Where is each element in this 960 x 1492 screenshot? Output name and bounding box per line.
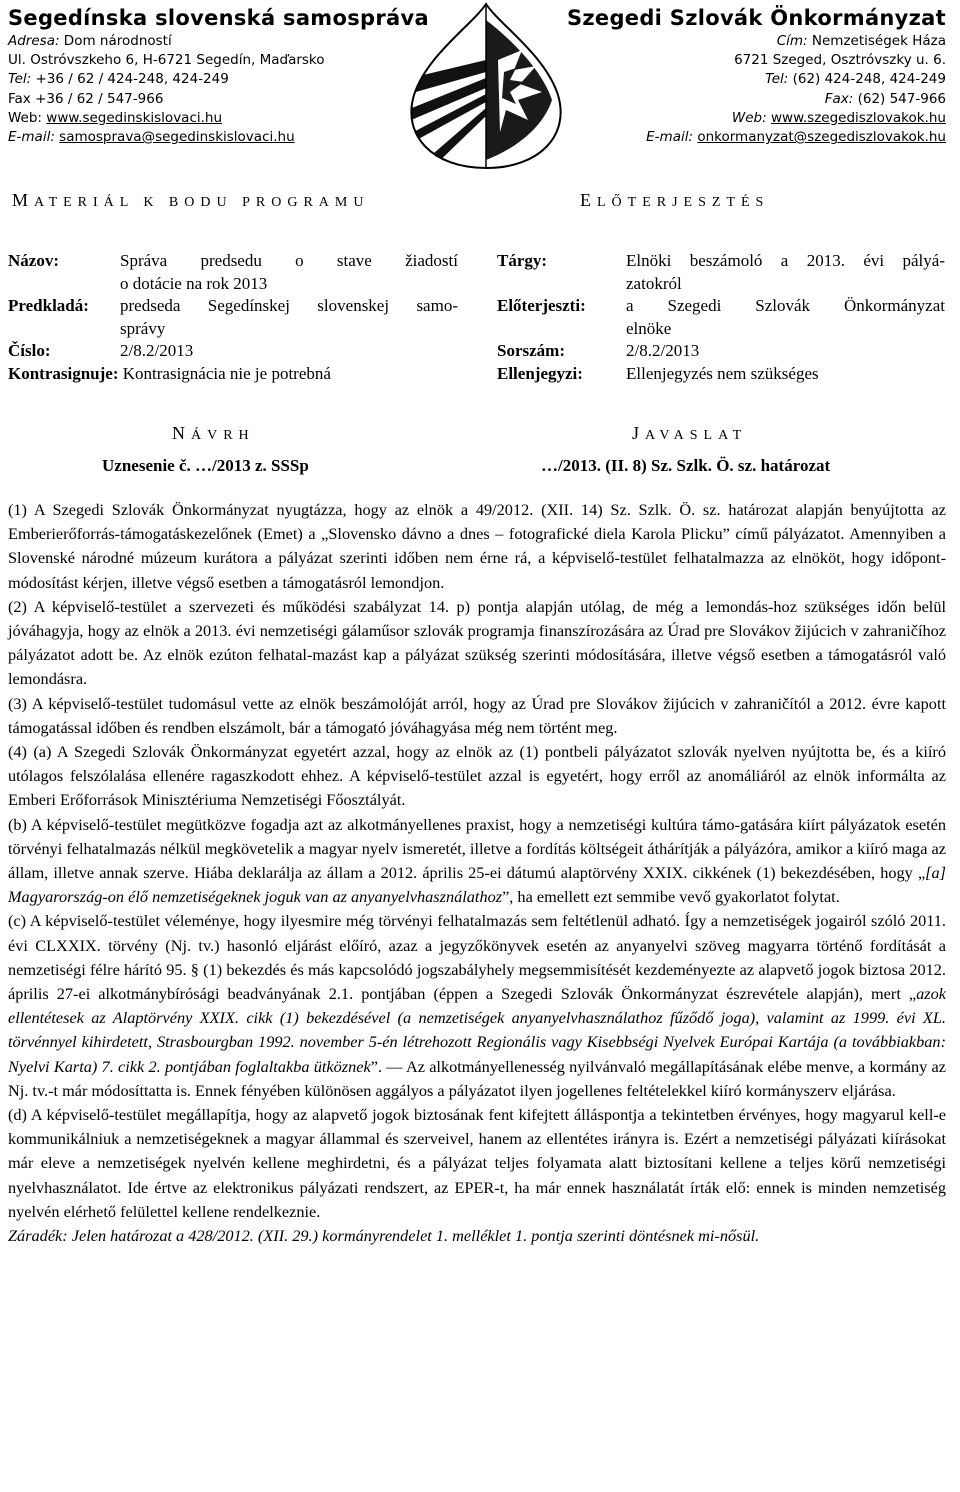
header-left-block [8, 4, 429, 147]
info-pres-row: Előterjeszti: a Szegedi Szlovák Önkormányzat [497, 296, 945, 315]
header-left-tel: Tel: +36 / 62 / 424-248, 424-249 [8, 71, 229, 88]
heading-eloterjesztes: ELŐTERJESZTÉS [580, 190, 770, 210]
header-right-web: Web: www.szegediszlovakok.hu [731, 109, 946, 126]
paragraph-1: (1) A Szegedi Szlovák Önkormányzat nyugtázza, hogy az elnök a 49/2012. (XII. 14) Sz. Szlk. Ö. sz. határozat alapján benyújtotta az Emberierőforrás-támogatáskezelőnek (Emet) a „Slovensko dávno a dnes – fotografické diela Karola Plicku” című pályázatot. Amennyiben a Slovenské národné múzeum kurátora a pályázat szerinti időben nem érne rá, a képviselő-testület felhatalmazza az elnököt, hogy időpont-módosítást kérjen, illetve végső esetben a támogatásról lemondjon. [8, 500, 946, 592]
info-right: Tárgy: Elnöki beszámoló a 2013. évi pályá- zatokról Előterjeszti: a Szegedi Szlovák Önkormányzat elnöke Sorszám: 2/8.2/2013 Ellenjegyzi: Ellenjegyzés nem szükséges [497, 250, 945, 385]
header-right-block [526, 4, 946, 147]
heading-javaslat: JAVASLAT [632, 423, 748, 443]
paragraph-4c: (c) A képviselő-testület véleménye, hogy ilyesmire még törvényi felhatalmazás sem feltétlenül adható. Így a nemzetiségek jogairól szóló 2011. évi CLXXIX. törvény (Nj. tv.) hasonló eljárást előíró, azaz a jegyzőkönyvek esetén az anyanyelvi szöveg magyarra történő fordítását a nemzetiségi félre hárító 95. § (1) bekezdés és más kapcsolódó jogszabályhely megsemmisítését kezdeményezte az alapvető jogok biztosa 2012. április 27-ei alkotmánybírósági beadványának 2.1. pontjában (éppen a Szegedi Szlovák Önkormányzat észrevétele alapján), mert „azok ellentétesek az Alaptörvény XXIX. cikk (1) bekezdésével (a nemzetiségek anyanyelvhasználathoz fűződő joga), valamint az 1999. évi XL. törvénnyel kihirdetett, Strasbourgban 1992. november 5-én létrehozott Regionális vagy Kisebbségi Nyelvek Európai Kartája (a továbbiakban: Nyelvi Karta) 7. cikk 2. pontjában foglaltakba ütköznek”. — Az alkotmányellenesség nyilvánvaló megállapításának elébe menve, a kormány az Nj. tv.-t már módosíttatta is. Ennek fényében különösen aggályos a pályázatot ilyen jogellenes feltételekkel kiíró kormányszerv eljárása. [8, 911, 947, 1100]
header-right-title: Szegedi Szlovák Önkormányzat [566, 6, 946, 30]
paragraph-4b: (b) A képviselő-testület megütközve fogadja azt az alkotmányellenes praxist, hogy a nemzetiségi kultúra támo-gatására kiírt pályázatok esetén törvényi felhatalmazás nélkül megkövetelik a magyar nyelv ismeretét, illetve a fordítás költségeit áthárítják a pályázóra, amikor a kiíró maga az állam, illetve annak szerve. Hiába deklarálja az állam a 2012. április 25-ei dátumú alaptörvény XXIX. cikkének (1) bekezdésében, hogy „[a] Magyarország-on élő nemzetiségeknek joguk van az anyanyelvhasználathoz”, ha emellett ezt semmibe vevő gyakorlatot folytat. [8, 814, 946, 907]
info-kontra-row: Kontrasignuje: Kontrasignácia nie je potrebná [8, 363, 331, 383]
resolution-right: …/2013. (II. 8) Sz. Szlk. Ö. sz. határozat [541, 456, 831, 475]
header-left-title: Segedínska slovenská samospráva [8, 6, 429, 30]
header-right-email: E-mail: onkormanyzat@szegediszlovakok.hu [646, 129, 946, 146]
header-left-street: Ul. Ostróvszkeho 6, H-6721 Segedín, Maďarsko [8, 52, 325, 69]
info-counter-row: Ellenjegyzi: Ellenjegyzés nem szükséges [497, 363, 819, 383]
header-left-email: E-mail: samosprava@segedinskislovaci.hu [8, 129, 295, 146]
resolution-left: Uznesenie č. …/2013 z. SSSp [102, 456, 309, 475]
header-right-street: 6721 Szeged, Osztróvszky u. 6. [734, 52, 946, 69]
header-right-fax: Fax: (62) 547-966 [824, 90, 946, 107]
paragraph-2: (2) A képviselő-testület a szervezeti és működési szabályzat 14. p) pontja alapján utólag, de még a lemondás-hoz szükséges időn belül jóváhagyja, hogy az elnök a 2013. évi nemzetiségi gálaműsor szlovák programja finanszírozására az Úrad pre Slovákov žijúcich v zahraničíhoz pályázatot adott be. Az elnök ezúton felhatal-mazást kap a pályázat szükség szerinti módosítására, illetve végső esetben a támogatásról való lemondásra. [8, 596, 946, 689]
clause: Záradék: Jelen határozat a 428/2012. (XII. 29.) kormányrendelet 1. melléklet 1. pontja szerinti döntésnek mi-nősül. [8, 1226, 760, 1246]
paragraph-3: (3) A képviselő-testület tudomásul vette az elnök beszámolóját arról, hogy az Úrad pre Slovákov žijúcich v zahraničítól a 2012. évre kapott támogatással időben és rendben elszámolt, bár a támogató jóváhagyása még nem történt meg. [8, 693, 946, 737]
header-right-tel: Tel: (62) 424-248, 424-249 [765, 71, 946, 88]
info-name-row: Názov: Správa predsedu o stave žiadostí [8, 251, 458, 270]
email-link-left[interactable]: samosprava@segedinskislovaci.hu [59, 129, 295, 146]
info-num-row: Číslo: 2/8.2/2013 [8, 341, 194, 360]
paragraph-4a: (4) (a) A Szegedi Szlovák Önkormányzat egyetért azzal, hogy az elnök az (1) pontbeli pályázatot szlovák nyelven nyújtotta be, és a kiíró utólagos felszólalása ellenére ragaszkodott ehhez. A képviselő-testület azzal is egyetért, hogy erről az anomáliáról az elnök informálta az Emberi Erőforrások Minisztériuma Nemzetiségi Főosztályát. [8, 742, 946, 810]
info-subj-row: Tárgy: Elnöki beszámoló a 2013. évi pályá- [497, 251, 945, 270]
paragraph-4d: (d) A képviselő-testület megállapítja, hogy az alapvető jogok biztosának fent kifejtett álláspontja a tekintetben érvényes, hogy magyarul kell-e kommunikálniuk a nemzetiségeknek a magyar állammal és szerveivel, hanem az ellentétes irányra is. Ezért a nemzetiségi pályázati kiírásokat már eleve a nemzetiségek nyelvén kellene meghirdetni, és a pályázat teljes folyamata alatt biztosítani kellene a teljes körű nemzetiségi nyelvhasználatot. Ide értve az elektronikus pályázati rendszert, az EPER-t, ha már ennek használatát írták elő: ennek is minden nemzetiség nyelvén elérhető felülettel kellene rendelkeznie. [8, 1105, 946, 1221]
info-left: Názov: Správa predsedu o stave žiadostí o dotácie na rok 2013 Predkladá: predseda Segedínskej slovenskej samo- správy Číslo: 2/8.2/2013 Kontrasignuje: Kontrasignácia nie je potrebná [8, 250, 458, 385]
header-right-address: Cím: Nemzetiségek Háza [776, 33, 946, 49]
email-link-right[interactable]: onkormanyzat@szegediszlovakok.hu [697, 129, 946, 146]
body-text [8, 498, 946, 1248]
info-pred-row: Predkladá: predseda Segedínskej slovenskej samo- [8, 296, 458, 315]
address-label: Adresa: [8, 33, 60, 49]
header-left-fax: Fax +36 / 62 / 547-966 [8, 90, 164, 107]
heading-navrh: NÁVRH [172, 423, 255, 443]
info-sorszam-row: Sorszám: 2/8.2/2013 [497, 341, 700, 360]
header-left-address: Adresa: Dom národností [8, 33, 172, 49]
heading-material: MATERIÁL K BODU PROGRAMU [12, 190, 370, 210]
header-left-web: Web: www.segedinskislovaci.hu [8, 109, 223, 126]
web-link-right[interactable]: www.szegediszlovakok.hu [770, 109, 946, 126]
web-link-left[interactable]: www.segedinskislovaci.hu [46, 109, 223, 126]
